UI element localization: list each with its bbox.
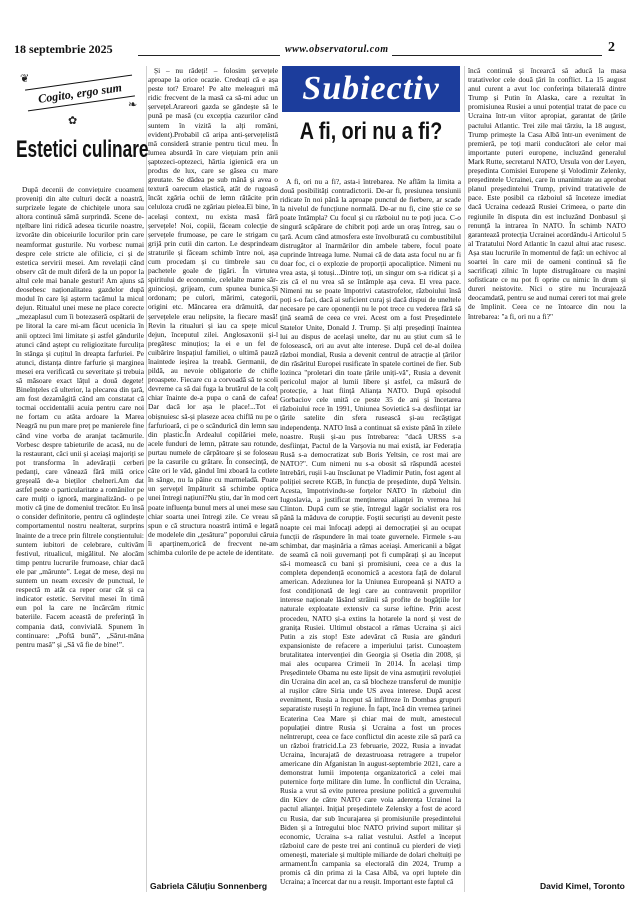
article-paragraph: A fi, ori nu a fi?, asta-i întrebarea. Ne aflăm la limita a două posibilități contradictorii. De-ar fi, presiunea tensiunii ridicate în noi până la aproape punctul de fierbere, ar scade la nivelul de funcțiune normală. De-ar nu fi, cine știe ce se poate întâmpla? Cu focul și cu războiul nu te poți juca. C-o singură scăpărare de chibrit poți arde un oraș întreg, sau o țară. Acum când atmosfera este învolburată cu combustibilul distrugător al înarmărilor din ambele tabere, focul poate cuprinde întreaga lume. Numai că de data asta focul nu ar fi doar foc, ci o explozie de proporții apocaliptice. Nimeni nu vrea asta, și totuși...Dintre toți, un singur om s-a ridicat și a zis că el nu vrea să se întâmple așa ceva. El vrea pace. Nimeni nu se poate împotrivi catastrofelor, războiului însă poți s-o faci, dacă ai suficient curaj și dacă dispui de uneltele necesare pe care oponenții nu le pot trece cu vederea fără să țină seamă de ceea ce vrei. Acest om a fost Președintele Statelor Unite, Donald J. Trump. Și alți președinți înaintea lui au dispus de același unelte, dar nu au știut cum să le folosească, ori au avut alte interese. După cel de-al doilea război mondial, Rusia a devenit centrul de atracție al țărilor din răsăritul Europei rusificate în spatele cortinei de fier. Sub lozinca "proletari din toate țările uniți-vă", Rusia a devenit pericolul major al lumii libere și astfel, ca măsură de protecție, a luat ființă Alianța NATO. După episodul Gorbaciov cele unită ce peste 35 de ani și încetarea războiului rece în 1991, Uniunea Sovietică s-a desființat iar țările satelite din sfera rusească și-au recâștigat independența. NATO însă a continuat să existe până în zilele noastre. Rușii și-au pus întrebarea: "dacă URSS s-a desființat, Pactul de la Varșovia nu mai există, iar Federația Rusă s-a democratizat sub Boris Yeltsin, ce rost mai are NATO?". Cum nimeni nu s-a obosit să răspundă acestei întrebări, rușii l-au înscăunat pe Vladimir Putin, fost agent al poliției secrete KGB, în funcția de președinte, după Yeltsin. Acesta, împotrivindu-se forțelor NATO în războiul din Iugoslavia, a justificat menținerea alianței în vremea lui Clinton. După cum se știe, întregul lagăr socialist era ros până la măduva de corupție. Foștii securiști au devenit peste noapte cei mai înfocați adepți ai democrației și au ocupat funcții de răspundere în mai toate guvernele. Firmele s-au schimbat, dar mașinăria a rămas aceiași. Americanii a băgat de seamă că noii guvernanți pot fi cumpărați și au început să-i momească cu bani și promisiuni, ceea ce a dus la completa dependență economică a acestora față de dolarul american. Adeziunea lor la Uniunea Europeană și NATO a fost condiționată de legi care au contravenit propriilor interese naționale lăsând străinii să profite de bogățiile lor naturale exploatate extensiv ca surse ieftine. Prin acest procedeu, NATO și-a extins la hotarele la nord și vest de granița Rusiei. Ultimul obstacol a rămas Ucraina și aici Putin a zis stop! Este adevărat că Rusia are gânduri expansioniste de refacere a imperiului țarist. Cunoaștem brutalitatea intervenției din Georgia și Osetia din 2008, și mai ales ocuparea Crimeii în 2014. În același timp Președintele Obama nu este lipsit de vina asmuțirii revoluției din Ucraina din acel an, ca să blocheze transferul de muniție al rușilor către Siria unde US avea interese. După acest eveniment, Rusia a început să infiltreze în Dombas grupuri separatiste ruseşti în regiune. În fapt, încă din vremea țarinei Ecaterina Cea Mare și chiar mai de mult, amestecul populației dintre Rusia și Ucraina a fost un proces neîntrerupt, ceea ce face conflictul din aceste zile să pară ca un război fratricid.La 23 februarie, 2022, Rusia a invadat Ucraina, încurajată de dezastruoasa retragere a trupelor americane din Afganistan în august-septembrie 2021, care a demonstrat lumii impotența organizatorică a celei mai puternice forțe militare din lume. În conflictul din Ucraina, Rusia a vrut să evite puterea presiune politică a guvernului din Kiev de către NATO care voia aderența Ucrainei la pactul alianței. Inițial președintele Zelensky a fost de acord cu Rusia, dar sub încurajarea și promisiunile președintelui Biden și a întregului bloc NATO privind suport militar și economic, Ucraina s-a raliat vestului. Astfel a început războiul care de peste trei ani continuă cu pierderi de vieți omenești, materiale și multiple miliarde de dolari cheltuiți pe armament.În campania sa electorală din 2024, Trump a promis că din prima zi la Casa Albă, va opri luptele din Ucraina; a încercat dar nu a reușit. Important este faptul că	[280, 177, 461, 887]
author-signature: David Kimel, Toronto	[540, 881, 625, 891]
header-rule-right	[392, 55, 602, 56]
article-body-continued	[468, 66, 626, 892]
page-number: 2	[608, 40, 615, 55]
article-title: A fi, ori nu a fi?	[299, 118, 443, 145]
article-body	[280, 177, 461, 892]
article-paragraph: După decenii de conviețuire cuoameni proveniți din alte culturi decât a noastră, surprizele legate de chichițele unora sau altora continuă sămă surprindă. Scene de-nțelbare lini ridică adesea ticurile noastre, izvorâte din obiceiurile locurilor prin care neamformat gusturile. Nu vorbesc numai despre cele stricte ale ofilicie, ci și de estetica servirii mesei. Am revelații când observ căt de mult diferă de la un popor la altul cele mai banale gesturi! Am ajuns să deosebesc naționalitatea gazdelor după modul în care își așterm tacâmul la micul dejun. Ritualul unei mese ne place corecte „mezaplasul cum îi botezaseră ospătarii de pe litoral la care mi-am făcut ucenicia în anii optzeci îmi limitate și astfel gândurile atunci când aștept cu religiozitate furculița în stânga și cuțitul în dreapta farfuriei. Pe atunci, distanța dintre farfurie și marginea mesei era verificată cu severitate și trebuia să măsoare exact lățul a două degete! Bineînțeles că ulterior, la plecarea din țară, am fost dezamăgită când am constatat că tocmai occidentalii acuia pentru care noi ne fortam cu atâta ardoare la Marea Neagră nu pun mare preț pe manierele fine când vine vorba de aranjat tacâmurile. Vorbesc despre tabieturile de acasă, nu de la restaurant, căci unii și aceiași majoriți se pot transforma în adevărații cerberi pedanți, care vânează fără milă orice greșeală de-a bieților chelneri.Am dat astfel peste o particularitate a românilor pe care mulți o ignoră, marginalizând- o pe motiv că ține de domeniul trecător. Eu însă o consider definitorie, pentru că oglindește comportamentul nostru nealterat, surprins înainte de a trece prin filtrele conștientului: suntem iubitori de celebrare, cultivăm festivul, ritualicul, migălitul. Ne alocăm timp pentru lucrurile frumoase, chiar dacă ele par „mărunte”. Legat de mese, deși nu suntem un neam excesiv de punctual, le respectă m atât ca reper orar cât și ca indicator estetic. Servitul mesei în timă eun pol la care ne încărcăm ritmic bateriile. Facem această de preferință în compania dată, convivială. Spunem în continuare: „Poftă bună”, „Sărut-mâna pentru masă” și „Să vă fie de bine!”.	[16, 185, 144, 649]
cogito-logo	[16, 68, 144, 138]
column-divider	[464, 66, 465, 892]
article-body	[16, 185, 144, 885]
laurel-left-icon: ❦	[20, 73, 30, 85]
article-paragraph: Și – nu râdeți! – folosim șervețele aproape la orice ocazie. Credeați că e așa peste tot? Eroare! Pe alte meleaguri mă ridic frecvent de la masă ca să-mi aduc un șervețel.Arareori gazda se gândește să le pună pe masă (cu excepția cazurilor când suntem în vizită la alți români, evident).Probabil că aripa anti-șervețelistă mă consideră stranie pentru ticul meu. În lumea absurdă în care viețuiam prin anii șaptezeci-optezeci, hârtia igienică era un produs de lux, care se găsea cu mare greutate. Se dădea pe sub mână și avea o textură oarecum elastică, atât de rugoasă încât zgâria ochii de lemn rătăcite prin celuloza crudă ne zgâriau pielea.Ei bine, în același context, nu exista masă fără șervețele! Noi, copiii, făceam colecție de șervețele frumoase, pe care le strigam cu grijă prin cutii din carton. Le desprindeam straturile și făceam schimb între noi, așa cum procedam și cu timbrele sau cu pachetele goale de țigări. În virtutea spiritului de economie, celelalte mame săr-guincioși, grijeam, cum spunea bunica.Și ordonam; pe culori, mărimi, categorii, origini etc. Mâncarea era drămuită, dar șervețelele erau nelipsite, la fiecare masă! Revin la ritualuri și iau ca spețe micul dejun, începutul zilei. Anglosaxonii și-l pregătesc minuțios; la ei e un fel de cuibărire înspațiul familiei, o ultimă pauză înaintede ieșirea la treabă. Germanii, de pildă, au nevoie obligatorie de chifle proaspete. Fiecare cu a corvoadă să te scoli devreme ca să dai fuga la brutărul de la colț chiar înainte de-a pupa o cană de cafea! Dar dacă lor așa le place!...Tot ei obișnuiesc să-și plaseze acea chiflă nu pe o farfurioară, ci pe o scândurică din lemn sau din plastic.În Ardealul copilăriei mele, acele funduri de lemn, pătrate sau rotunde, purtau numele de cărpătoare și se foloseau pe la casurile cu grătare. În consecință, de câte ori le văd, gândul îmi zboară la cotlete în sânge, nu la pâine cu marmeladă. Poate un șervețel împăturit să schimbe optica unei întregi națiuni?Nu știu, dar în mod cert poate influența bunul mers al unei mese sau chiar soarta unei întregi zile. Ce vreau să spun e că structura noastră intimă e legată de modelele din „țesătura” poporului căruia îi aparținem,orică de frecvent ne-am schimba culorile de pe actele de identitate.	[148, 66, 278, 557]
section-label: Subiectiv	[282, 66, 460, 112]
issue-date: 18 septembrie 2025	[14, 42, 113, 56]
laurel-right-icon: ❧	[128, 99, 138, 111]
site-url: www.observatorul.com	[285, 44, 389, 55]
article-paragraph: încă continuă și încearcă să aducă la masa tratativelor cele două țări în conflict. La 15 august anul curent a avut loc conferința bilaterală dintre Trump și Putin în Alaska, care a rezultat în promisiunea Rusiei a unui potențial tratat de pace cu Ucraina într-un viitor apropiat, garantat de țările pactului Atlantic. Trei zile mai târziu, la 18 august, Trump primește la Casa Albă într-un eveniment de premieră, pe toți marii conducători ale celor mai importante puteri europene, incluzând generalul Mark Rutte, secretarul NATO, Ursula von der Leyen, președinta Comisiei Europene și Volodimir Zelenky, președintele Ucrainei, care în unanimitate au aprobat planul președintelui Trump, privind tratativele de pace. Este posibil ca războiul să înceteze imediat dacă Ucraina cedează Rusiei Crimeea, o parte din regiunile în disputa din est incluzând Donbasul și renunță la intrarea în NATO. În schimb NATO garantează protecția Ucrainei acordându-i Articolul 5 al Tratatului Nord Atlantic în cazul altui atac rusesc. Așa stau lucrurile în momentul de față: un echivoc al soartei în care mii de oameni continuă să fie sacrificați zilnic în lupte distrugătoare cu mașini sofisticate ce nu pot fi oprite cu nimic în drum și dureri neistovite. Nici o știre nu încurajează deocamdată, pentru se aud numai cereri tot mai grele de împlinit. Ceea ce ne întoarce din nou la întrebarea: "a fi, ori nu a fi?"	[468, 66, 626, 321]
page-header	[0, 0, 643, 70]
column-divider	[146, 66, 147, 892]
ornament-icon: ✿	[68, 115, 78, 127]
cogito-ribbon: Cogito, ergo sum	[25, 75, 135, 112]
article-body-continued	[148, 66, 278, 892]
author-signature: Gabriela Căluțiu Sonnenberg	[150, 881, 268, 891]
header-rule-left	[138, 55, 280, 56]
article-title: Estetici culinare	[16, 136, 149, 163]
